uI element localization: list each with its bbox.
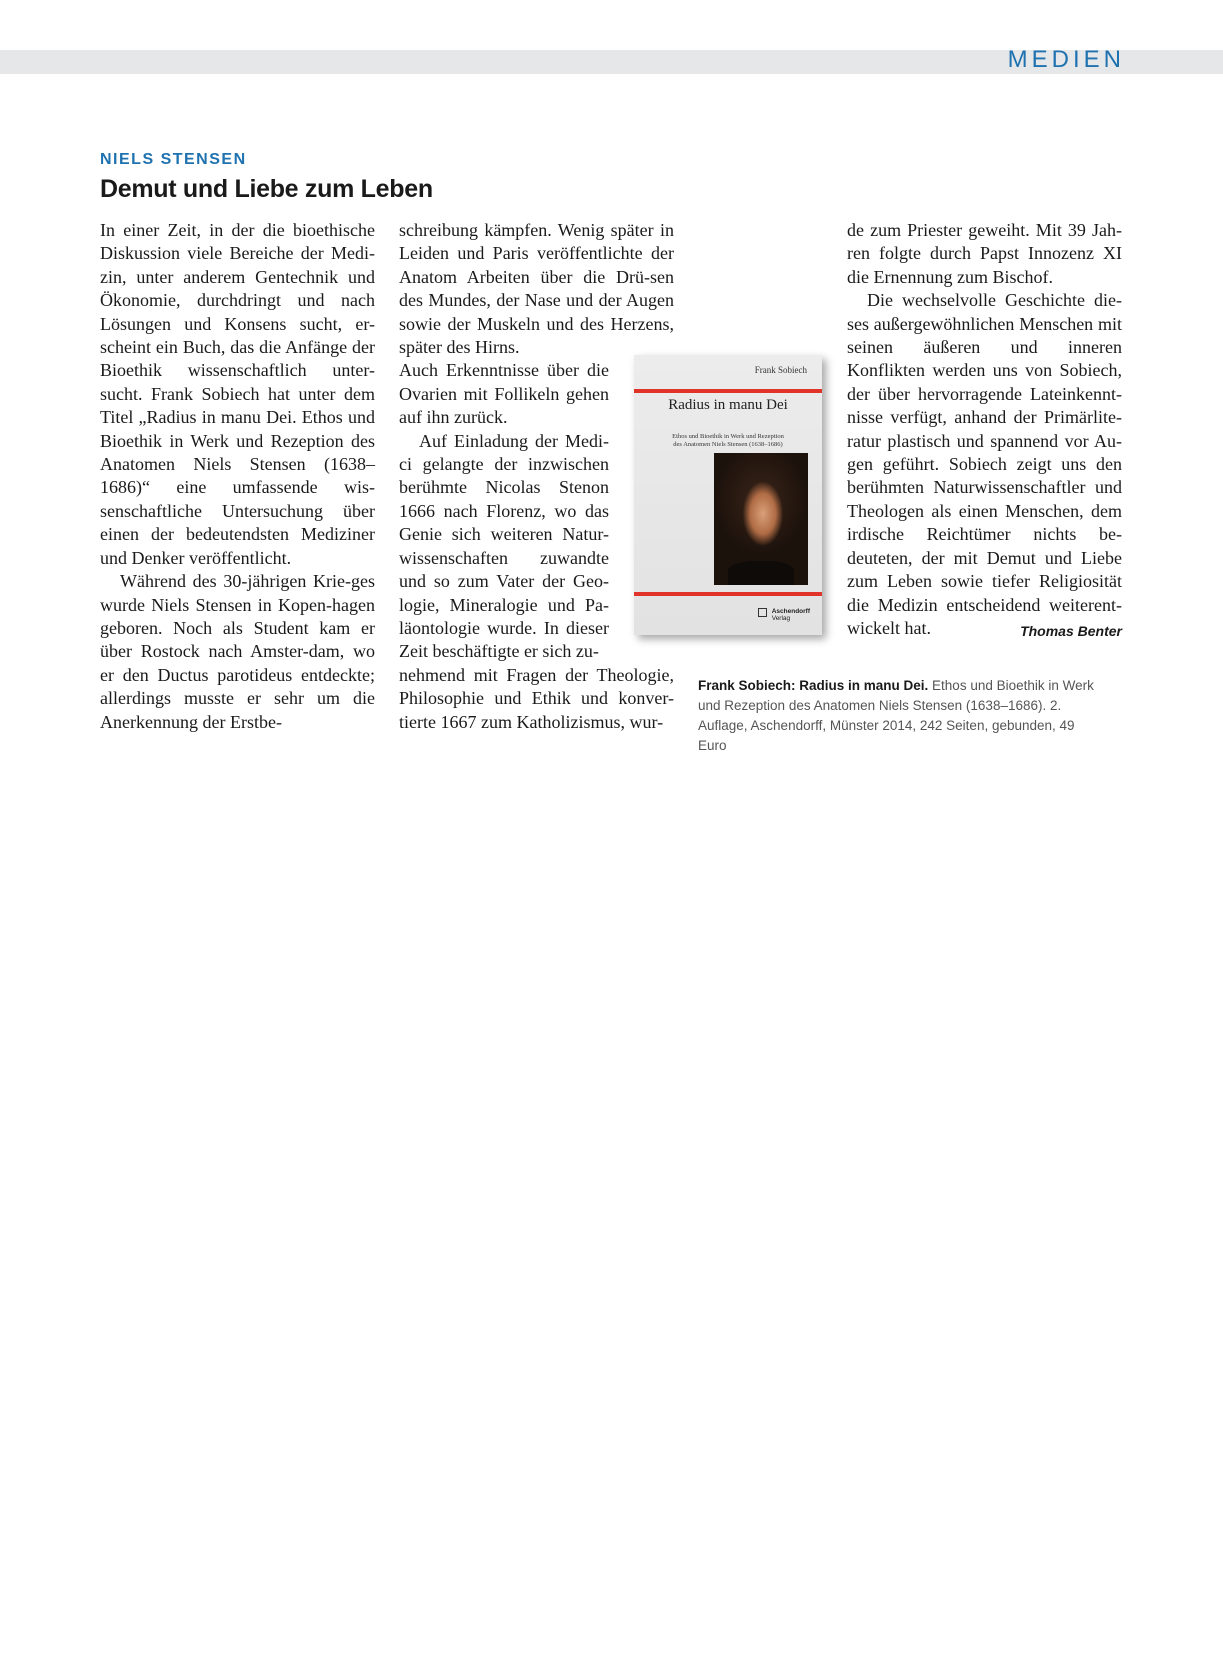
book-cover-rule-bottom bbox=[634, 592, 822, 596]
paragraph-text: Die wechselvolle Geschichte die-ses außergewöhnlichen Menschen mit seinen äußeren und inneren Konflikten werden uns von Sobiech, der über hervorragende Lateinkennt-nisse verfügt, anhand der Primärlite-ratur plastisch und spannend vor Au-gen geführt. Sobiech zeigt uns den berühmten Naturwissenschaftler und Theologen als einen Menschen, dem irdische Reichtümer nichts be-deuteten, der mit Demut und Liebe zum Leben sowie tiefer Religiosität die Medizin entscheidend weiterent-wickelt hat. bbox=[847, 290, 1122, 638]
paragraph: nehmend mit Fragen der Theologie, Philosophie und Ethik und konver-tierte 1667 zum Katholizismus, wur- bbox=[399, 664, 674, 732]
publisher-logo bbox=[758, 608, 810, 622]
paragraph: Auf Einladung der Medi-ci gelangte der inzwischen berühmte Nicolas Stenon 1666 nach Florenz, wo das Genie sich weiteren Natur-wissenschaften zuwandte und so zum Vater der Geo-logie, Mineralogie und Pa-läontologie wurde. In dieser Zeit beschäftigte er sich zu- bbox=[399, 430, 609, 662]
article-author: Thomas Benter bbox=[1020, 622, 1122, 639]
book-caption bbox=[698, 676, 1098, 756]
publisher-logo-icon bbox=[758, 608, 767, 617]
article-column-2 bbox=[399, 219, 674, 734]
section-label: MEDIEN bbox=[1007, 46, 1125, 73]
article-kicker: NIELS STENSEN bbox=[100, 151, 247, 168]
caption-details: Ethos und Bioethik in Werk und Rezeption des Anatomen Niels Stensen (1638–1686). 2. Auflage, Aschendorff, Münster 2014, 242 Seiten, gebunden, 49 Euro bbox=[698, 678, 1094, 753]
book-cover-subtitle bbox=[642, 433, 814, 449]
publisher-sub: Verlag bbox=[771, 615, 791, 622]
book-cover-subtitle-line: des Anatomen Niels Stensen (1638–1686) bbox=[673, 441, 783, 448]
paragraph: Während des 30-jährigen Krie-ges wurde Niels Stensen in Kopen-hagen geboren. Noch als Student kam er über Rostock nach Amster-dam, wo er den Ductus parotideus entdeckte; allerdings musste er sehr um die Anerkennung der Erstbe- bbox=[100, 571, 375, 732]
book-cover-title: Radius in manu Dei bbox=[668, 397, 788, 413]
article-headline: Demut und Liebe zum Leben bbox=[100, 175, 433, 203]
portrait-image bbox=[714, 453, 808, 585]
article-column-3 bbox=[847, 219, 1122, 643]
article-column-1 bbox=[100, 219, 375, 734]
paragraph: de zum Priester geweiht. Mit 39 Jah-ren folgte durch Papst Innozenz XI die Ernennung zum Bischof. bbox=[847, 220, 1122, 287]
publisher-name: Aschendorff bbox=[771, 608, 810, 615]
book-cover-subtitle-line: Ethos und Bioethik in Werk und Rezeption bbox=[672, 433, 784, 440]
book-cover-author: Frank Sobiech bbox=[754, 365, 807, 375]
paragraph: Auch Erkenntnisse über die Ovarien mit Follikeln gehen auf ihn zurück. bbox=[399, 360, 609, 428]
book-cover-rule-top bbox=[634, 389, 822, 393]
book-cover-image bbox=[634, 355, 822, 635]
paragraph: schreibung kämpfen. Wenig später in Leiden und Paris veröffentlichte der Anatom Arbeiten über die Drü-sen des Mundes, der Nase und der Augen sowie der Muskeln und des Herzens, später des Hirns. bbox=[399, 220, 674, 358]
paragraph bbox=[847, 289, 1122, 640]
caption-title: Frank Sobiech: Radius in manu Dei. bbox=[698, 678, 929, 693]
paragraph: In einer Zeit, in der die bioethische Diskussion viele Bereiche der Medi-zin, unter anderem Gentechnik und Ökonomie, durchdringt und nach Lösungen und Konsens sucht, er-scheint ein Buch, das die Anfänge der Bioethik wissenschaftlich unter-sucht. Frank Sobiech hat unter dem Titel „Radius in manu Dei. Ethos und Bioethik in Werk und Rezeption des Anatomen Niels Stensen (1638–1686)“ eine umfassende wis-senschaftliche Untersuchung über einen der bedeutendsten Mediziner und Denker veröffentlicht. bbox=[100, 220, 375, 568]
